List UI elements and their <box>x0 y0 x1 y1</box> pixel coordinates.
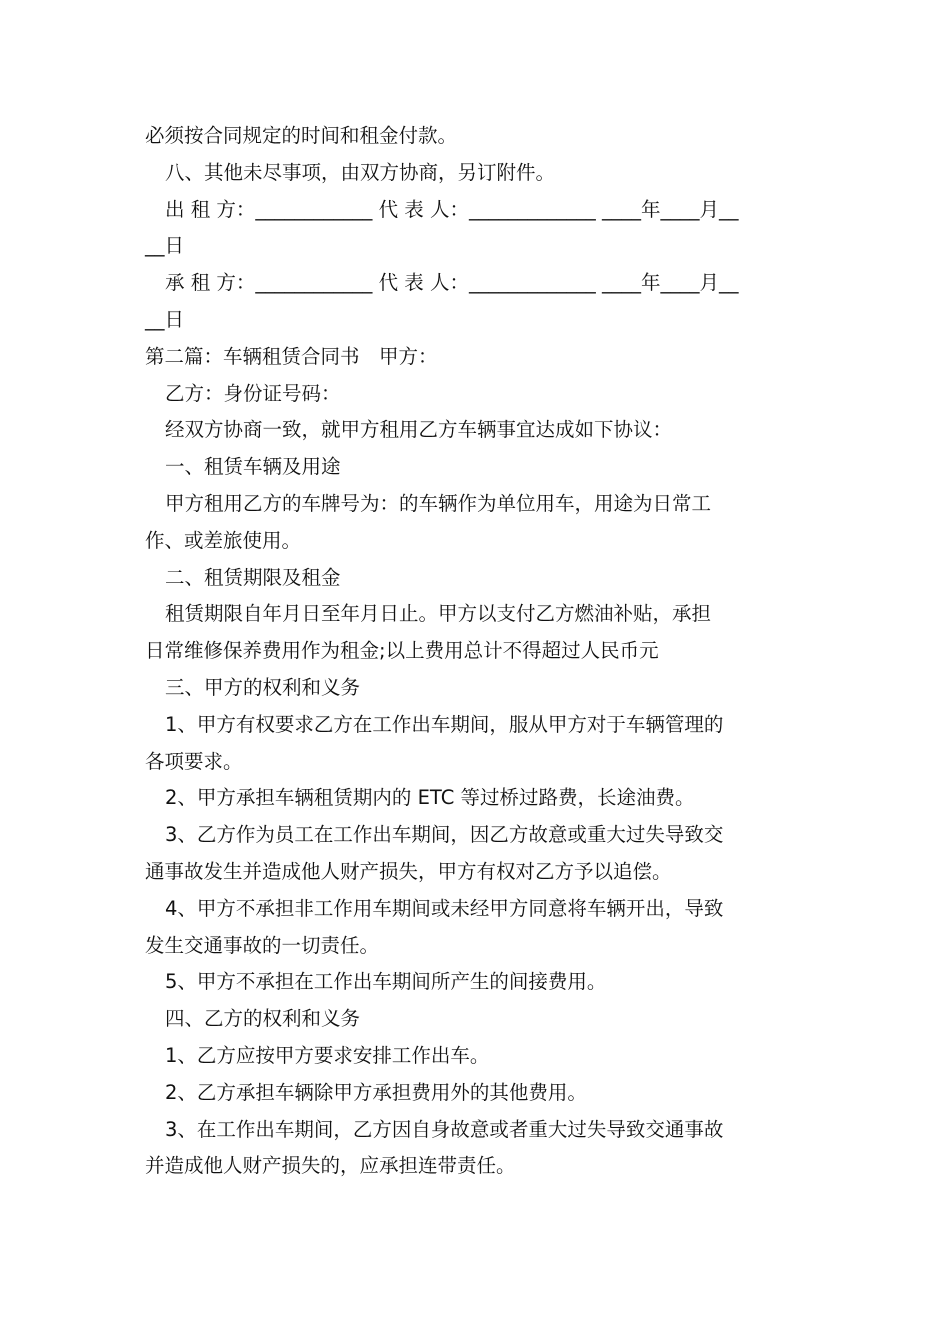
paragraph-line: 2、甲方承担车辆租赁期内的 ETC 等过桥过路费，长途油费。 <box>165 786 695 810</box>
signature-line-lessor-continued: __日 <box>145 234 185 258</box>
signature-line-lessee-continued: __日 <box>145 307 185 331</box>
paragraph-line: 租赁期限自年月日至年月日止。甲方以支付乙方燃油补贴，承担 <box>165 602 712 626</box>
paragraph-line: 甲方租用乙方的车牌号为：的车辆作为单位用车，用途为日常工 <box>165 491 712 515</box>
paragraph-line: 八、其他未尽事项，由双方协商，另订附件。 <box>165 160 556 184</box>
paragraph-line: 作、或差旅使用。 <box>145 528 302 552</box>
paragraph-line: 必须按合同规定的时间和租金付款。 <box>145 124 458 147</box>
signature-line-lessor: 出 租 方：____________ 代 表 人：_____________ ____年____月__ <box>165 197 739 221</box>
document-body <box>145 118 810 1185</box>
signature-line-lessee: 承 租 方：____________ 代 表 人：_____________ ____年____月__ <box>165 271 739 295</box>
section-heading-part-two: 第二篇：车辆租赁合同书 甲方： <box>145 344 438 368</box>
clause-heading: 一、租赁车辆及用途 <box>165 455 341 479</box>
paragraph-line: 3、乙方作为员工在工作出车期间，因乙方故意或重大过失导致交 <box>165 823 724 847</box>
paragraph-line: 5、甲方不承担在工作出车期间所产生的间接费用。 <box>165 970 607 994</box>
clause-heading: 二、租赁期限及租金 <box>165 565 341 589</box>
paragraph-line: 1、乙方应按甲方要求安排工作出车。 <box>165 1043 490 1067</box>
paragraph-line: 2、乙方承担车辆除甲方承担费用外的其他费用。 <box>165 1080 587 1104</box>
paragraph-line: 通事故发生并造成他人财产损失，甲方有权对乙方予以追偿。 <box>145 859 672 883</box>
paragraph-line: 经双方协商一致，就甲方租用乙方车辆事宜达成如下协议： <box>165 418 673 442</box>
paragraph-line: 3、在工作出车期间，乙方因自身故意或者重大过失导致交通事故 <box>165 1117 724 1141</box>
clause-heading: 三、甲方的权利和义务 <box>165 675 361 699</box>
clause-heading: 四、乙方的权利和义务 <box>165 1007 361 1031</box>
paragraph-line: 并造成他人财产损失的，应承担连带责任。 <box>145 1154 516 1178</box>
paragraph-line: 日常维修保养费用作为租金;以上费用总计不得超过人民币元 <box>145 639 659 663</box>
paragraph-line: 发生交通事故的一切责任。 <box>145 933 380 957</box>
paragraph-line: 4、甲方不承担非工作用车期间或未经甲方同意将车辆开出，导致 <box>165 896 724 920</box>
paragraph-line: 各项要求。 <box>145 749 243 773</box>
paragraph-line: 1、甲方有权要求乙方在工作出车期间，服从甲方对于车辆管理的 <box>165 712 724 736</box>
paragraph-line: 乙方：身份证号码： <box>165 381 341 405</box>
